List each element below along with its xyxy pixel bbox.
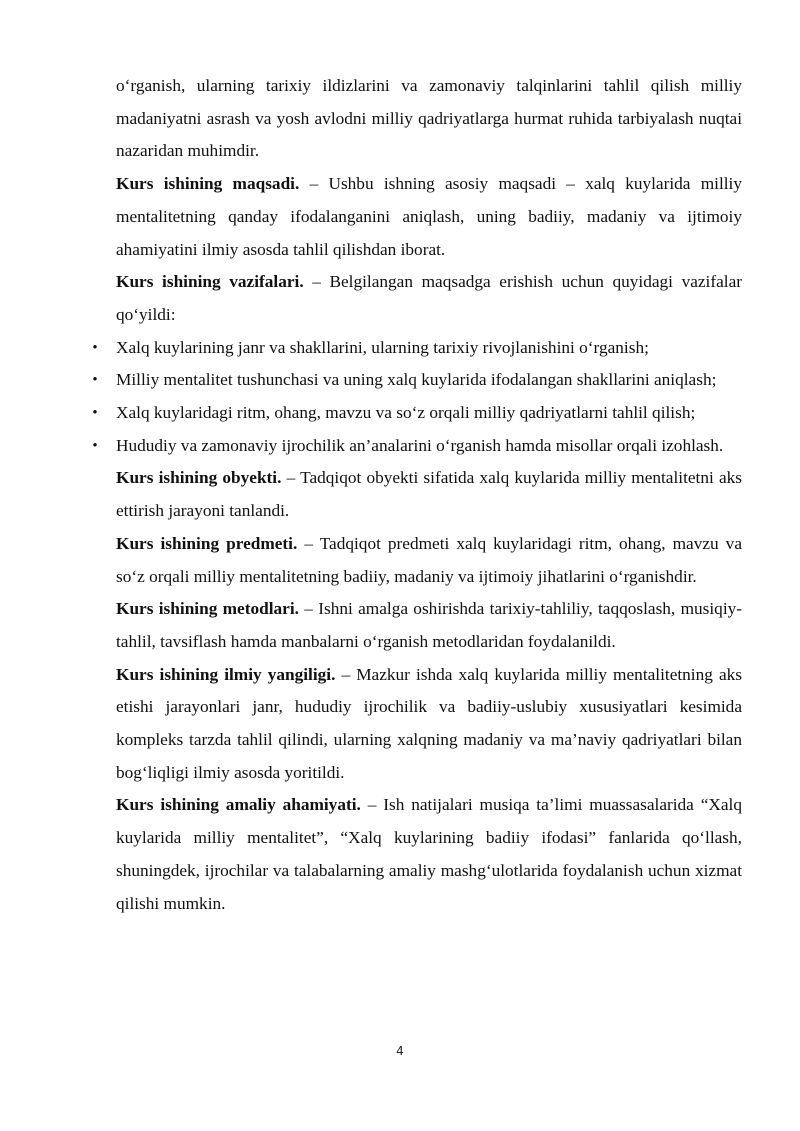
intro-paragraph: o‘rganish, ularning tarixiy ildizlarini va zamonaviy talqinlarini tahlil qilish milliy madaniyatni asrash va yosh avlodni milliy qadriyatlarga hurmat ruhida tarbiyalash nuqtai nazaridan muhimdir. xyxy=(116,76,742,161)
list-item-text: Milliy mentalitet tushunchasi va uning xalq kuylarida ifodalangan shakllarini aniqlash; xyxy=(116,370,717,390)
subject-paragraph xyxy=(116,528,742,593)
bullet-icon: • xyxy=(92,372,98,389)
subject-text: – Tadqiqot predmeti xalq kuylaridagi ritm, ohang, mavzu va so‘z orqali milliy mentalitetning badiiy, madaniy va ijtimoiy jihatlarini o‘rganishdir. xyxy=(116,533,742,586)
object-text: – Tadqiqot obyekti sifatida xalq kuylarida milliy mentalitetni aks ettirish jarayoni tanlandi. xyxy=(116,468,742,521)
methods-text: – Ishni amalga oshirishda tarixiy-tahliliy, taqqoslash, musiqiy-tahlil, tavsiflash hamda manbalarni o‘rganish metodlaridan foydalanildi. xyxy=(116,599,743,651)
list-item xyxy=(92,364,742,397)
practical-text: – Ish natijalari musiqa ta’limi muassasalarida “Xalq kuylarida milliy mentalitet”, “Xalq kuylarining badiiy ifodasi” fanlarida qo‘llash, shuningdek, ijrochilar va talabalarning amaliy mashg‘ulotlarida foydalanish uchun xizmat qilishi mumkin. xyxy=(116,795,742,913)
list-item xyxy=(92,397,742,430)
page-content xyxy=(92,70,743,920)
subject-heading: Kurs ishining predmeti. xyxy=(116,533,298,553)
list-item xyxy=(92,430,742,463)
tasks-list xyxy=(92,332,742,463)
goal-heading: Kurs ishining maqsadi. xyxy=(116,174,300,194)
tasks-paragraph xyxy=(116,266,742,331)
list-item-text: Xalq kuylarining janr va shakllarini, ularning tarixiy rivojlanishini o‘rganish; xyxy=(116,337,649,357)
novelty-text: – Mazkur ishda xalq kuylarida milliy mentalitetning aks etishi jarayonlari janr, hududiy ijrochilik va badiiy-uslubiy xususiyatlari kesimida kompleks tarzda tahlil qilindi, ularning xalqning madaniy va ma’naviy qadriyatlari bilan bog‘liqligi ilmiy asosda yoritildi. xyxy=(116,664,742,782)
tasks-text: – Belgilangan maqsadga erishish uchun quyidagi vazifalar qo‘yildi: xyxy=(116,272,742,324)
object-paragraph xyxy=(116,462,742,527)
list-item xyxy=(92,332,742,365)
tasks-heading: Kurs ishining vazifalari. xyxy=(116,272,304,292)
list-item-text: Hududiy va zamonaviy ijrochilik an’analarini o‘rganish hamda misollar orqali izohlash. xyxy=(116,435,724,455)
object-heading: Kurs ishining obyekti. xyxy=(116,468,282,488)
bullet-icon: • xyxy=(92,339,98,356)
practical-paragraph xyxy=(116,789,742,920)
practical-heading: Kurs ishining amaliy ahamiyati. xyxy=(116,795,361,815)
novelty-heading: Kurs ishining ilmiy yangiligi. xyxy=(116,664,336,684)
goal-paragraph xyxy=(116,168,742,266)
goal-text: – Ushbu ishning asosiy maqsadi – xalq kuylarida milliy mentalitetning qanday ifodalanganini aniqlash, uning badiiy, madaniy va ijtimoiy ahamiyatini ilmiy asosda tahlil qilishdan iborat. xyxy=(116,174,742,259)
methods-heading: Kurs ishining metodlari. xyxy=(116,599,299,619)
list-item-text: Xalq kuylaridagi ritm, ohang, mavzu va so‘z orqali milliy qadriyatlarni tahlil qilish; xyxy=(116,403,696,423)
methods-paragraph xyxy=(116,593,742,658)
bullet-icon: • xyxy=(92,437,98,454)
bullet-icon: • xyxy=(92,405,98,422)
page-number: 4 xyxy=(396,1044,404,1058)
novelty-paragraph xyxy=(116,659,742,790)
